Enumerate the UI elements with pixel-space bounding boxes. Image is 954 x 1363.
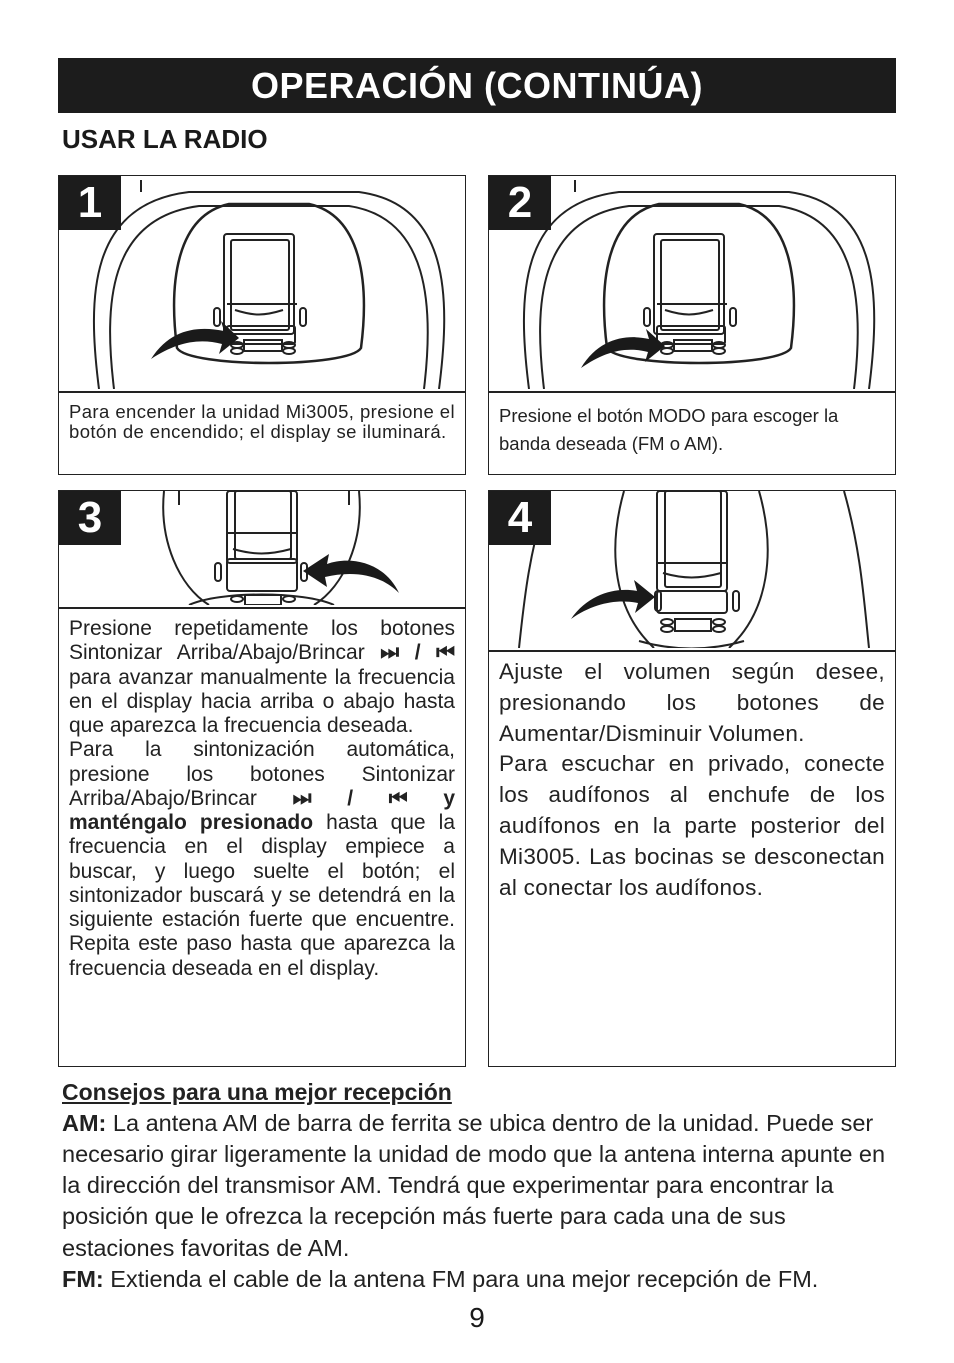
text-span: hasta que la frecuencia en el display empiece a buscar, y luego suelte el botón; el sintonizador buscará y se detendrá en la siguiente estación fuerte que encuentre. Repita este paso hasta que aparezca la frecuencia deseada en el display. (69, 811, 455, 980)
fm-label: FM: (62, 1265, 104, 1292)
page-title-text: OPERACIÓN (CONTINÚA) (251, 64, 703, 106)
step-number: 1 (59, 176, 121, 230)
step-4-paragraph-1: Ajuste el volumen según desee, presionando los botones de Aumentar/Disminuir Volumen. (499, 659, 885, 746)
device-illustration (59, 491, 465, 609)
arrow-icon (151, 321, 239, 359)
skip-buttons-icon: ⏭ / ⏮ (292, 786, 444, 810)
reception-tips (62, 1077, 894, 1295)
step-1-text: Para encender la unidad Mi3005, presione el botón de encendido; el display se iluminará. (69, 401, 455, 443)
device-illustration (489, 491, 895, 652)
arrow-icon (571, 580, 655, 619)
step-3-paragraph-1 (69, 617, 455, 738)
device-illustration (489, 176, 895, 393)
step-number: 4 (489, 491, 551, 545)
step-4-panel (488, 490, 896, 1067)
step-3-paragraph-2 (69, 738, 455, 981)
section-title: USAR LA RADIO (62, 124, 268, 154)
step-1-panel (58, 175, 466, 475)
device-illustration (59, 176, 465, 393)
step-4-paragraph-2: Para escuchar en privado, conecte los audífonos al enchufe de los audífonos en la parte posterior del Mi3005. Las bocinas se desconectan al conectar los audífonos. (499, 751, 885, 900)
tips-heading: Consejos para una mejor recepción (62, 1079, 452, 1105)
text-span: Para la sintonización automática, presione los botones Sintonizar Arriba/Abajo/Brincar (69, 738, 455, 810)
arrow-icon (303, 554, 399, 593)
text-bold: y manténgalo presionado (69, 786, 456, 834)
step-number: 3 (59, 491, 121, 545)
fm-text: Extienda el cable de la antena FM para una mejor recepción de FM. (103, 1265, 819, 1292)
tips-am (62, 1108, 894, 1264)
am-label: AM: (62, 1109, 107, 1136)
skip-buttons-icon: ⏭ / ⏮ (380, 641, 455, 665)
text-span: Presione repetidamente los botones Sintonizar Arriba/Abajo/Brincar (69, 617, 455, 665)
step-2-panel (488, 175, 896, 475)
step-4-text (499, 657, 885, 904)
step-3-text (69, 617, 455, 981)
step-number: 2 (489, 176, 551, 230)
text-span: para avanzar manualmente la frecuencia en el display hacia arriba o abajo hasta que aparezca la frecuencia deseada. (69, 665, 455, 737)
step-3-panel (58, 490, 466, 1067)
am-text: La antena AM de barra de ferrita se ubica dentro de la unidad. Puede ser necesario girar ligeramente la unidad de modo que la antena interna apunte en la dirección del transmisor AM. Tendrá que experimentar para encontrar la posición que le ofrezca la recepción más fuerte para cada una de sus estaciones favoritas de AM. (62, 1109, 886, 1261)
page-title (58, 58, 896, 113)
page-number: 9 (469, 1302, 485, 1333)
tips-fm (62, 1264, 894, 1295)
step-2-text: Presione el botón MODO para escoger la banda deseada (FM o AM). (499, 405, 839, 454)
